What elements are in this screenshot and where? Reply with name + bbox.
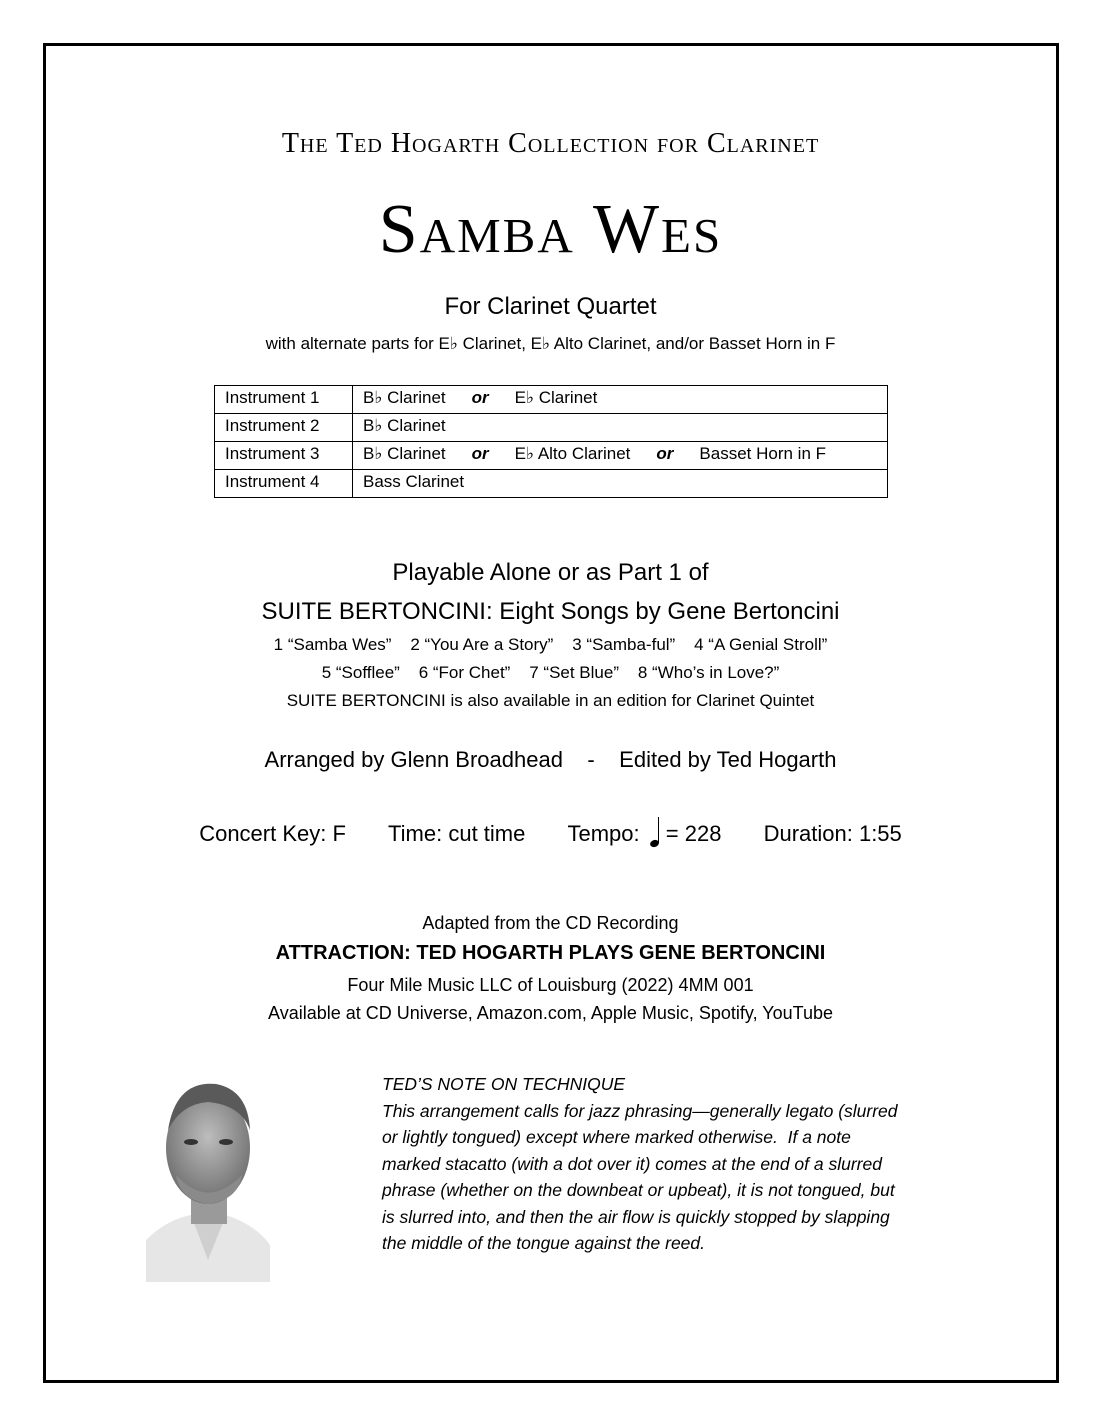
instrument-label: Instrument 3 (215, 442, 353, 470)
instrument-label: Instrument 2 (215, 414, 353, 442)
half-note-icon (650, 817, 660, 847)
instrument-row (215, 386, 888, 414)
instrument-row (215, 442, 888, 470)
instrument-parts (353, 470, 888, 498)
songs-line-2: 5 “Sofflee” 6 “For Chet” 7 “Set Blue” 8 “Who’s in Love?” (321, 663, 780, 682)
technique-heading: TED’S NOTE ON TECHNIQUE (382, 1074, 626, 1094)
instrument-parts (353, 386, 888, 414)
part-name: E♭ Alto Clarinet (514, 444, 631, 463)
part-name: Bass Clarinet (363, 472, 465, 491)
instrument-table (214, 385, 888, 498)
instrument-parts (353, 442, 888, 470)
part-name: E♭ Clarinet (514, 388, 598, 407)
portrait-photo (146, 1070, 270, 1282)
technique-line: the middle of the tongue against the reed. (382, 1233, 706, 1253)
credits: Arranged by Glenn Broadhead - Edited by Ted Hogarth (264, 747, 837, 772)
suite-title: SUITE BERTONCINI: Eight Songs by Gene Bertoncini (261, 598, 840, 625)
instrument-label: Instrument 1 (215, 386, 353, 414)
part-name: B♭ Clarinet (363, 388, 446, 407)
piece-title: Samba Wes (378, 191, 723, 268)
or-word: or (471, 388, 489, 407)
instrument-row (215, 414, 888, 442)
alternate-parts: with alternate parts for E♭ Clarinet, E♭ Alto Clarinet, and/or Basset Horn in F (265, 334, 836, 353)
technique-line: This arrangement calls for jazz phrasing—generally legato (slurred (382, 1100, 898, 1121)
or-word: or (471, 444, 489, 463)
playable-text: Playable Alone or as Part 1 of (392, 559, 709, 586)
technique-note (382, 1071, 982, 1257)
tempo-label: Tempo: (567, 821, 640, 846)
adapted-text: Adapted from the CD Recording (422, 913, 679, 933)
piece-info (0, 817, 1101, 847)
or-word: or (656, 444, 674, 463)
publisher: Four Mile Music LLC of Louisburg (2022) 4MM 001 (347, 975, 754, 995)
part-name: B♭ Clarinet (363, 416, 446, 435)
instrument-parts (353, 414, 888, 442)
tempo (568, 821, 722, 846)
concert-key: Concert Key: F (199, 821, 346, 846)
instrument-row (215, 470, 888, 498)
technique-line: is slurred into, and then the air flow is quickly stopped by slapping (382, 1206, 890, 1227)
instrument-label: Instrument 4 (215, 470, 353, 498)
suite-note: SUITE BERTONCINI is also available in an edition for Clarinet Quintet (286, 691, 815, 710)
collection-title: The Ted Hogarth Collection for Clarinet (281, 128, 820, 159)
technique-line: or lightly tongued) except where marked otherwise. If a note (382, 1127, 851, 1147)
time-signature: Time: cut time (388, 821, 526, 846)
tempo-value: = 228 (665, 821, 722, 846)
subtitle: For Clarinet Quartet (444, 293, 657, 320)
technique-line: marked stacatto (with a dot over it) comes at the end of a slurred (382, 1153, 882, 1174)
duration: Duration: 1:55 (763, 821, 902, 846)
availability: Available at CD Universe, Amazon.com, Apple Music, Spotify, YouTube (268, 1003, 833, 1023)
songs-line-1: 1 “Samba Wes” 2 “You Are a Story” 3 “Samba-ful” 4 “A Genial Stroll” (273, 635, 828, 654)
technique-line: phrase (whether on the downbeat or upbeat), it is not tongued, but (382, 1180, 895, 1200)
part-name: B♭ Clarinet (363, 444, 446, 463)
cd-title: ATTRACTION: TED HOGARTH PLAYS GENE BERTONCINI (275, 942, 826, 964)
part-name: Basset Horn in F (699, 444, 827, 463)
